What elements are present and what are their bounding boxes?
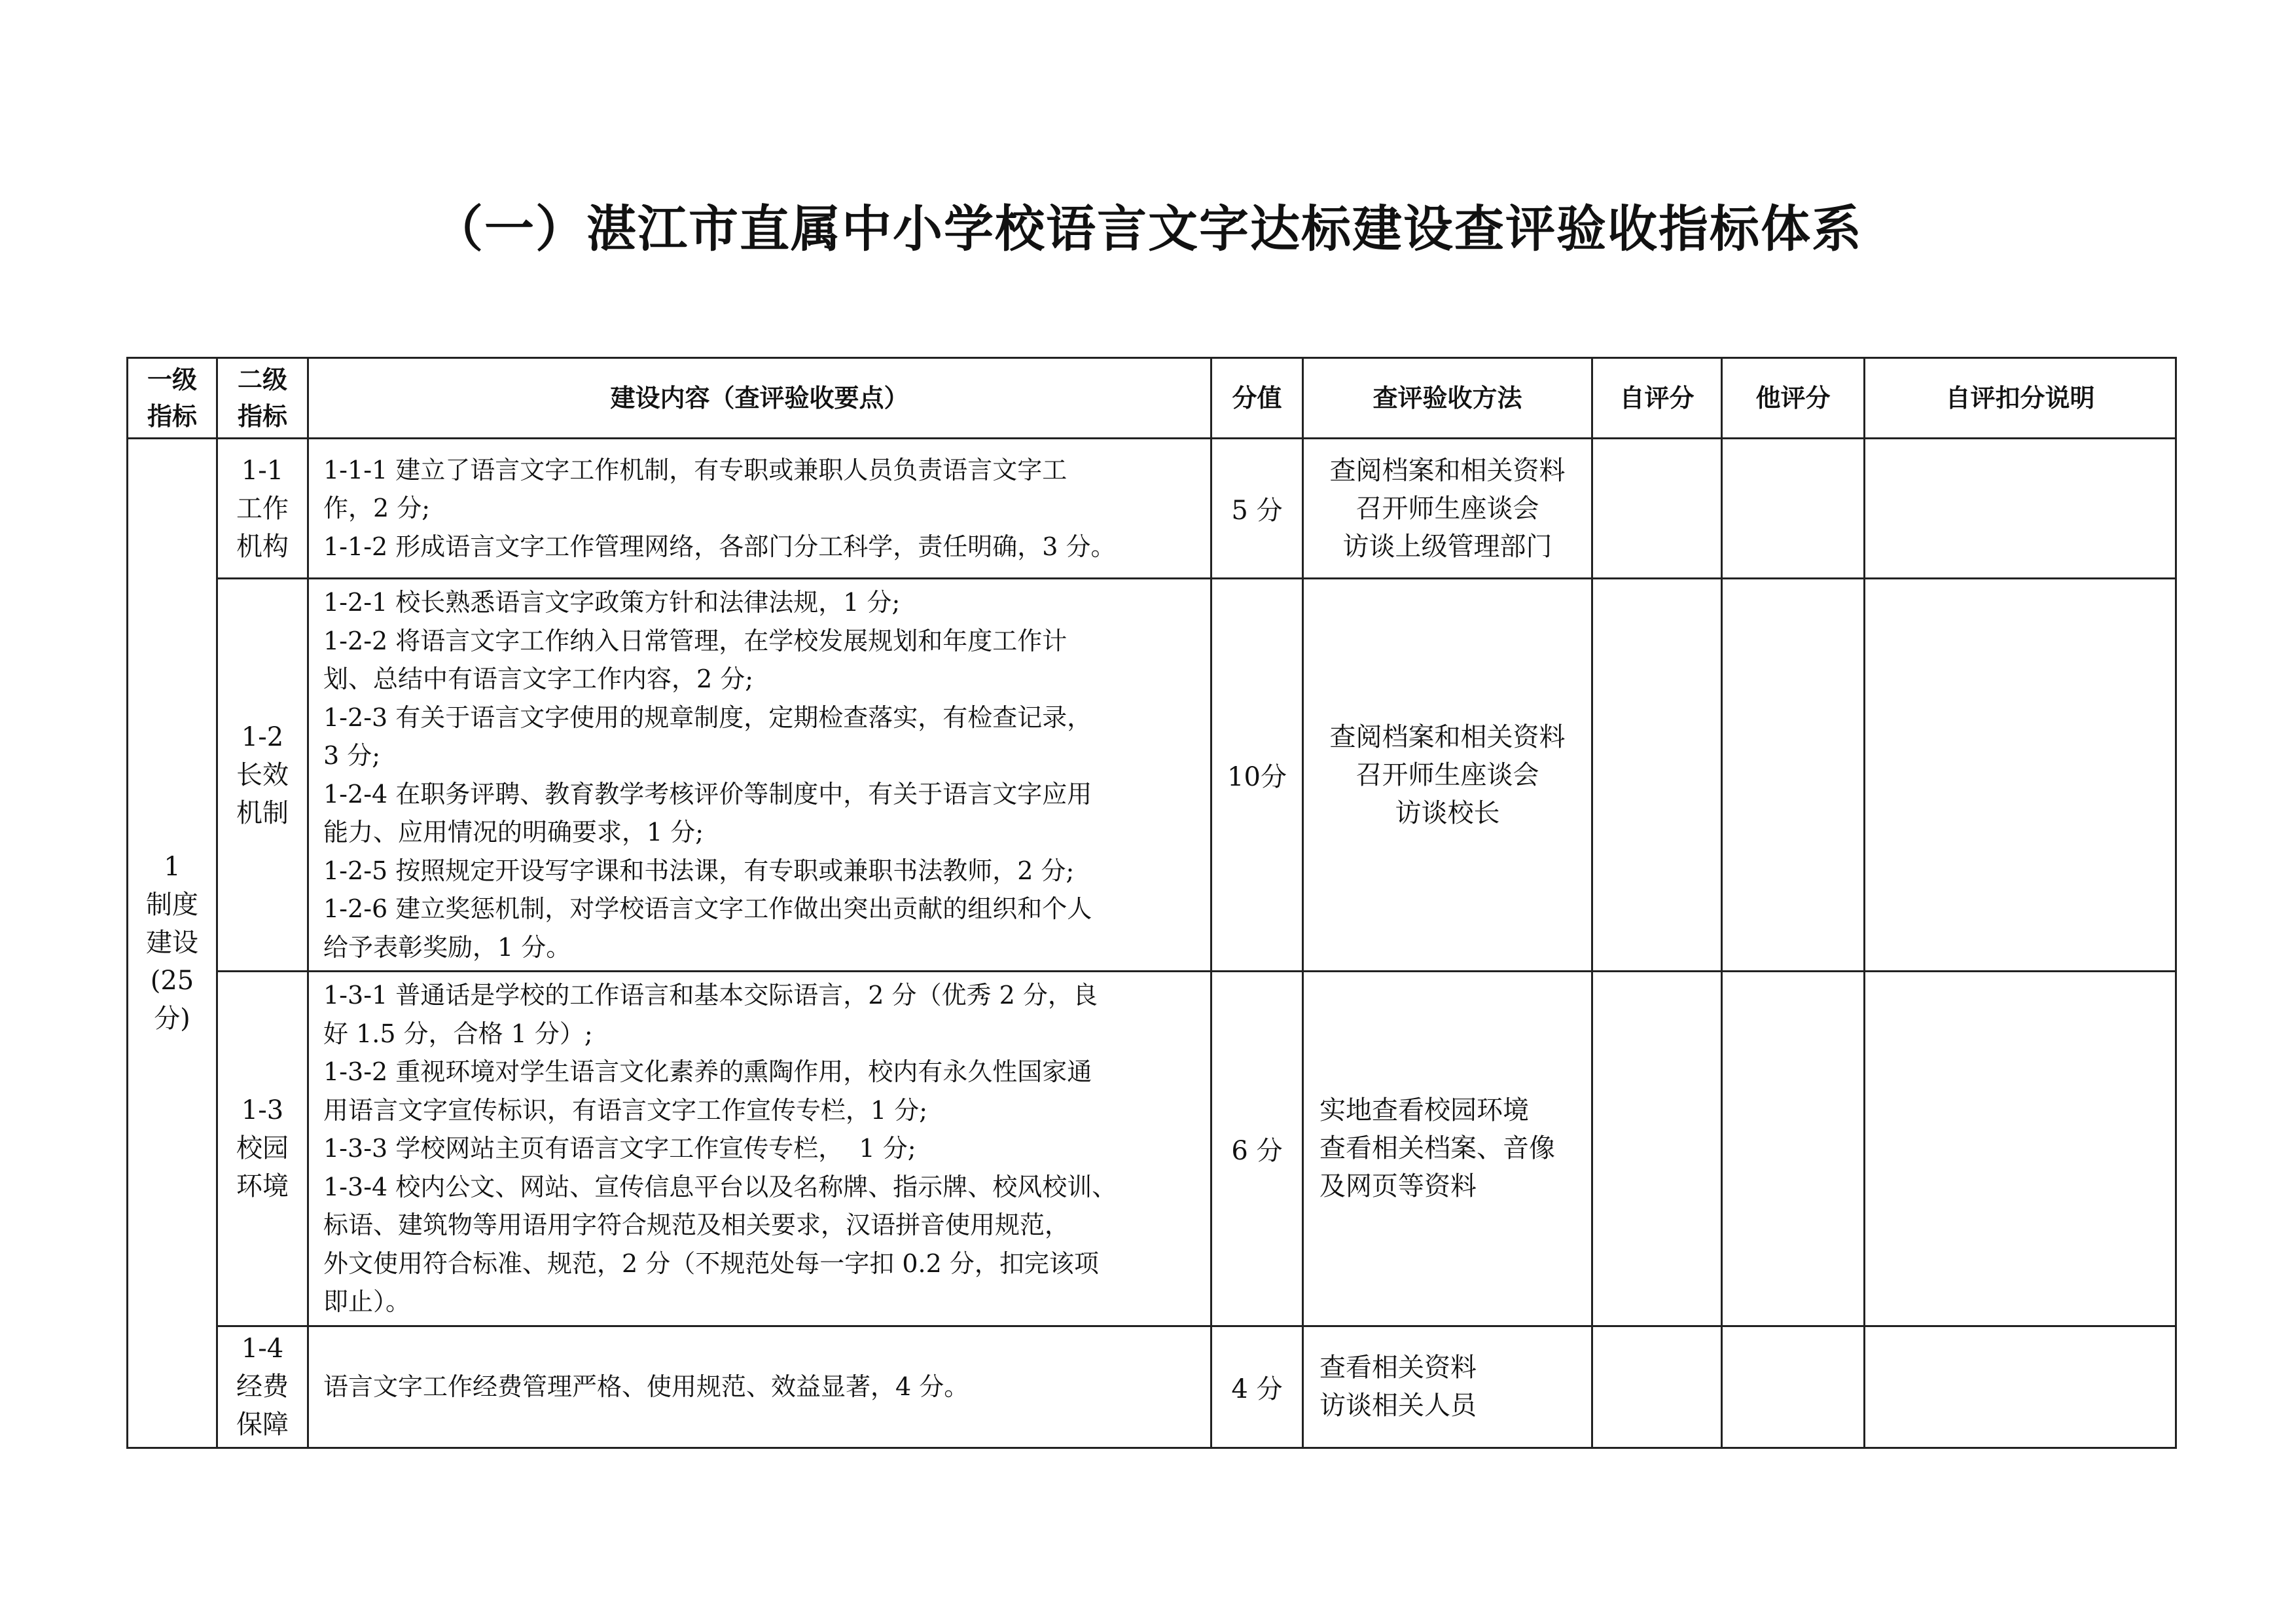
header-method: 查评验收方法 — [1303, 358, 1592, 439]
other-score-cell[interactable] — [1722, 972, 1865, 1326]
header-score: 分值 — [1211, 358, 1303, 439]
method-cell: 实地查看校园环境 查看相关档案、音像 及网页等资料 — [1303, 972, 1592, 1326]
score-cell: 5 分 — [1211, 439, 1303, 579]
self-score-cell[interactable] — [1592, 1326, 1722, 1448]
method-cell: 查阅档案和相关资料 召开师生座谈会 访谈上级管理部门 — [1303, 439, 1592, 579]
level2-cell: 1-2 长效 机制 — [217, 579, 308, 972]
header-other-score: 他评分 — [1722, 358, 1865, 439]
other-score-cell[interactable] — [1722, 579, 1865, 972]
level2-cell: 1-3 校园 环境 — [217, 972, 308, 1326]
header-row — [128, 358, 2176, 439]
evaluation-table — [126, 357, 2177, 1449]
header-deduction-note: 自评扣分说明 — [1865, 358, 2176, 439]
content-cell: 语言文字工作经费管理严格、使用规范、效益显著，4 分。 — [308, 1326, 1211, 1448]
score-cell: 4 分 — [1211, 1326, 1303, 1448]
header-level1: 一级 指标 — [128, 358, 217, 439]
content-cell: 1-3-1 普通话是学校的工作语言和基本交际语言，2 分（优秀 2 分，良 好 1.5 分，合格 1 分）; 1-3-2 重视环境对学生语言文化素养的熏陶作用，校内有永久性国家通 用语言文字宣传标识，有语言文字工作宣传专栏，1 分; 1-3-3 学校网站主页有语言文字工作宣传专栏， 1 分; 1-3-4 校内公文、网站、宣传信息平台以及名称牌、指示牌、校风校训、 标语、建筑物等用语用字符合规范及相关要求，汉语拼音使用规范， 外文使用符合标准、规范，2 分（不规范处每一字扣 0.2 分，扣完该项 即止）。 — [308, 972, 1211, 1326]
method-cell: 查阅档案和相关资料 召开师生座谈会 访谈校长 — [1303, 579, 1592, 972]
deduction-note-cell[interactable] — [1865, 972, 2176, 1326]
document-title: （一）湛江市直属中小学校语言文字达标建设查评验收指标体系 — [433, 200, 1863, 258]
level1-label: 1 制度 建设 (25 分) — [146, 852, 198, 1034]
header-level2: 二级 指标 — [217, 358, 308, 439]
level2-cell: 1-4 经费 保障 — [217, 1326, 308, 1448]
deduction-note-cell[interactable] — [1865, 579, 2176, 972]
header-content: 建设内容（查评验收要点） — [308, 358, 1211, 439]
table-row — [128, 439, 2176, 579]
method-cell: 查看相关资料 访谈相关人员 — [1303, 1326, 1592, 1448]
score-cell: 6 分 — [1211, 972, 1303, 1326]
deduction-note-cell[interactable] — [1865, 1326, 2176, 1448]
score-cell: 10分 — [1211, 579, 1303, 972]
self-score-cell[interactable] — [1592, 579, 1722, 972]
header-self-score: 自评分 — [1592, 358, 1722, 439]
level2-cell: 1-1 工作 机构 — [217, 439, 308, 579]
table-row — [128, 1326, 2176, 1448]
content-cell: 1-1-1 建立了语言文字工作机制，有专职或兼职人员负责语言文字工 作，2 分; 1-1-2 形成语言文字工作管理网络，各部门分工科学，责任明确，3 分。 — [308, 439, 1211, 579]
other-score-cell[interactable] — [1722, 1326, 1865, 1448]
level1-cell — [128, 439, 217, 1448]
self-score-cell[interactable] — [1592, 972, 1722, 1326]
content-cell: 1-2-1 校长熟悉语言文字政策方针和法律法规，1 分; 1-2-2 将语言文字工作纳入日常管理，在学校发展规划和年度工作计 划、总结中有语言文字工作内容，2 分; 1-2-3 有关于语言文字使用的规章制度，定期检查落实，有检查记录， 3 分; 1-2-4 在职务评聘、教育教学考核评价等制度中，有关于语言文字应用 能力、应用情况的明确要求，1 分; 1-2-5 按照规定开设写字课和书法课，有专职或兼职书法教师，2 分; 1-2-6 建立奖惩机制，对学校语言文字工作做出突出贡献的组织和个人 给予表彰奖励，1 分。 — [308, 579, 1211, 972]
table-row — [128, 579, 2176, 972]
self-score-cell[interactable] — [1592, 439, 1722, 579]
table-row — [128, 972, 2176, 1326]
deduction-note-cell[interactable] — [1865, 439, 2176, 579]
other-score-cell[interactable] — [1722, 439, 1865, 579]
